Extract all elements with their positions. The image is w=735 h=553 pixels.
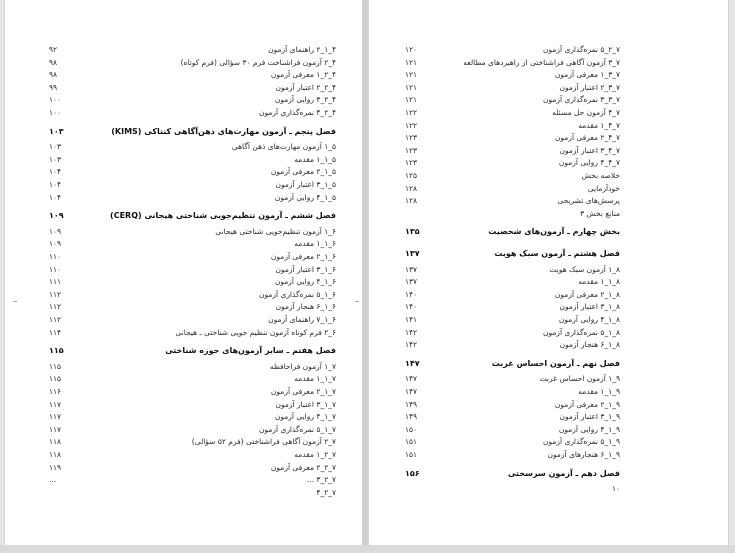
toc-entry-title: ۷_۱_۱ مقدمه: [294, 374, 336, 384]
toc-entry-page: ۱۲۲: [405, 120, 418, 130]
toc-entry-page: ۱۲۰: [405, 45, 418, 54]
toc-entry: [5, 166, 364, 178]
toc-entry: [5, 276, 364, 288]
toc-entry: [5, 327, 364, 339]
toc-entry-page: ۱۲۱: [405, 95, 418, 105]
toc-entry: [369, 483, 730, 495]
toc-entry: [369, 107, 730, 119]
toc-entry: [5, 57, 364, 69]
toc-entry-title: ۷_۴_۲ معرفی آزمون: [554, 133, 620, 143]
toc-entry-title: ۶_۱_۱ مقدمه: [294, 239, 336, 249]
toc-entry: [369, 120, 730, 132]
toc-entry-title: ۶_۲ فرم کوتاه آزمون تنظیم جویی شناختی ـ هیجانی: [175, 327, 336, 337]
toc-entry-title: ۷_۳_۳ نمره‌گذاری آزمون: [542, 95, 620, 105]
toc-entry-page: ۱۰۴: [49, 192, 62, 202]
toc-entry-title: ۹_۱ آزمون احساس غربت: [539, 374, 620, 384]
toc-entry: [369, 373, 730, 385]
toc-entry-title: فصل نهم ـ آزمون احساس غربت: [491, 358, 620, 368]
toc-entry-page: ۹۹: [49, 82, 58, 92]
toc-entry-page: ۱۲۲: [405, 108, 418, 117]
toc-entry-title: ۶_۱_۲ معرفی آزمون: [270, 252, 336, 261]
toc-entry: [5, 107, 364, 119]
toc-entry-title: ۹_۱_۱ مقدمه: [578, 387, 620, 396]
toc-entry: [369, 94, 730, 106]
toc-entry-page: ۱۲۵: [405, 171, 418, 180]
toc-entry-page: ۱۲۱: [405, 70, 418, 80]
toc-entry-title: ۶_۱_۴ روایی آزمون: [274, 277, 336, 287]
toc-entry: [369, 82, 730, 94]
toc-entry-page: ۱۴۷: [405, 374, 418, 384]
toc-entry-title: ۴_۲_۳ روایی آزمون: [274, 95, 336, 105]
toc-entry-title: ۸_۱_۲ معرفی آزمون: [554, 289, 620, 299]
toc-entry: [5, 314, 364, 326]
bottom-strip: [0, 545, 735, 553]
toc-entry-page: ۱۰۳: [49, 154, 62, 164]
toc-entry-page: ۱۱۸: [49, 437, 62, 447]
toc-entry-page: ۱۱۹: [49, 462, 62, 472]
toc-entry-title: ۷_۳ آزمون آگاهی فراشناختی از راهبردهای مطالعه: [463, 57, 620, 67]
toc-entry-page: ۱۱۲: [49, 289, 62, 299]
toc-entry: [5, 179, 364, 191]
toc-entry-page: ۱۱۵: [49, 346, 64, 356]
toc-entry-page: ۱۲۳: [405, 158, 418, 168]
toc-entry-page: ۱۲۱: [405, 82, 418, 92]
toc-entry-page: ۱۴۹: [405, 399, 418, 409]
toc-entry-title: ۷_۳_۱ معرفی آزمون: [554, 70, 620, 80]
scan-mark: [355, 301, 359, 302]
toc-entry: [5, 301, 364, 313]
toc-entry-title: منابع بخش ۳: [580, 208, 620, 218]
toc-entry-page: ۱۵۶: [405, 468, 420, 478]
toc-entry-title: ۴_۱_۲ راهنمای آزمون: [268, 45, 336, 54]
toc-entry-title: فصل پنجم ـ آزمون مهارت‌های ذهن‌آگاهی کنتاکی (KIMS): [111, 126, 336, 136]
toc-entry-title: ۶_۱_۵ نمره‌گذاری آزمون: [258, 289, 336, 299]
toc-entry-page: ۱۱۵: [49, 374, 62, 384]
toc-entry-title: ۹_۱_۲ معرفی آزمون: [554, 399, 620, 409]
toc-entry-page: ۱۲۳: [405, 145, 418, 155]
toc-entry-page: ۱۰۴: [49, 167, 62, 177]
toc-heading: [369, 248, 730, 260]
toc-entry: [5, 264, 364, 276]
toc-entry-title: ۷_۱_۵ نمره‌گذاری آزمون: [258, 424, 336, 434]
toc-entry: [369, 301, 730, 313]
toc-entry-title: بخش چهارم ـ آزمون‌های شخصیت: [488, 227, 620, 237]
toc-entry-title: ۶_۱ آزمون تنظیم‌جویی شناختی هیجانی: [215, 226, 336, 236]
toc-entry-page: ۱۰۹: [49, 226, 62, 236]
toc-entry: [5, 94, 364, 106]
toc-entry-title: ۷_۴_۳ اعتبار آزمون: [559, 145, 620, 155]
toc-entry-title: ۷_۲ آزمون آگاهی فراشناختی (فرم ۵۲ سؤالی): [191, 437, 336, 447]
toc-heading: [5, 126, 364, 138]
toc-entry-title: ۶_۱_۷ راهنمای آزمون: [268, 315, 336, 324]
toc-entry-title: ۵_۱_۳ اعتبار آزمون: [275, 180, 336, 189]
toc-entry-title: ۷_۲_۲ معرفی آزمون: [270, 462, 336, 472]
toc-entry-title: ۴_۲_۲ اعتبار آزمون: [275, 82, 336, 92]
toc-entry-page: ۱۳۷: [405, 264, 418, 274]
toc-entry-title: ۵_۱_۲ معرفی آزمون: [270, 167, 336, 177]
toc-entry-page: ۱۵۱: [405, 437, 418, 447]
toc-entry-page: ۱۵۱: [405, 450, 418, 459]
toc-entry-page: ۱۲۱: [405, 57, 418, 67]
toc-entry-title: ۸_۱_۴ روایی آزمون: [558, 315, 620, 324]
right-page: [368, 0, 729, 545]
toc-entry-page: ۱۴۲: [405, 327, 418, 337]
toc-entry-title: ۷_۱_۳ اعتبار آزمون: [275, 399, 336, 409]
toc-entry-title: ۷_۲_۵ نمره‌گذاری آزمون: [542, 45, 620, 54]
toc-heading: [5, 210, 364, 222]
toc-entry: [369, 264, 730, 276]
toc-entry: [5, 192, 364, 204]
toc-entry-page: ۱۲۸: [405, 196, 418, 206]
toc-entry: [5, 44, 364, 56]
toc-entry-page: ۱۵۰: [405, 424, 418, 434]
toc-entry: [5, 361, 364, 373]
toc-entry-page: ۱۴۲: [405, 340, 418, 350]
toc-entry-page: ۱۱۰: [49, 252, 62, 261]
toc-entry: [5, 386, 364, 398]
toc-entry-title: ۹_۱_۴ روایی آزمون: [558, 424, 620, 434]
toc-entry: [369, 386, 730, 398]
toc-entry: [5, 154, 364, 166]
toc-entry-title: فصل هفتم ـ سایر آزمون‌های حوزه شناختی: [165, 346, 336, 356]
toc-entry-page: ۱۱۰: [49, 264, 62, 274]
toc-entry-title: ۶_۱_۶ هنجار آزمون: [275, 302, 336, 312]
toc-entry-title: ۶_۱_۳ اعتبار آزمون: [275, 264, 336, 274]
toc-entry-title: ۹_۱_۵ نمره‌گذاری آزمون: [542, 437, 620, 447]
toc-entry: [369, 170, 730, 182]
toc-entry: [5, 289, 364, 301]
toc-entry: [5, 487, 364, 499]
toc-entry-page: ۱۲۳: [405, 133, 418, 143]
toc-entry-title: ۹_۱_۶ هنجارهای آزمون: [547, 450, 620, 459]
toc-entry-title: ۷_۳_۲ اعتبار آزمون: [559, 82, 620, 92]
toc-entry-page: ۱۱۶: [49, 387, 62, 396]
toc-entry-title: ۷_۲_۳ ...: [306, 475, 336, 485]
toc-entry-title: فصل دهم ـ آزمون سرسختی: [507, 468, 620, 478]
toc-entry-title: ۴_۲_۱ معرفی آزمون: [270, 70, 336, 80]
toc-heading: [5, 345, 364, 357]
toc-entry: [5, 462, 364, 474]
toc-entry-page: ۱۱۷: [49, 412, 62, 422]
toc-entry: [369, 399, 730, 411]
toc-entry-page: ۱۰۹: [49, 211, 64, 221]
toc-entry: [369, 449, 730, 461]
toc-entry-title: فصل هشتم ـ آزمون سبک هویت: [494, 249, 620, 258]
toc-entry-page: ۱۰۳: [49, 126, 64, 136]
toc-entry: [369, 327, 730, 339]
toc-entry-page: ۱۰۴: [49, 180, 62, 189]
toc-entry: [5, 411, 364, 423]
toc-entry: [369, 411, 730, 423]
toc-entry-title: ۷_۲_۴: [316, 487, 336, 497]
toc-entry-title: پرسش‌های تشریحی: [557, 196, 620, 206]
toc-entry-title: ۷_۴_۱ مقدمه: [578, 120, 620, 130]
toc-entry: [5, 474, 364, 486]
toc-entry-title: ۴_۲ آزمون فراشناخت فرم ۳۰ سؤالی (فرم کوتاه): [180, 57, 336, 67]
toc-entry-title: ۵_۱ آزمون مهارت‌های ذهن آگاهی: [231, 142, 336, 152]
toc-entry-page: ۹۸: [49, 57, 58, 67]
toc-entry: [5, 251, 364, 263]
toc-entry: [5, 399, 364, 411]
toc-entry: [5, 449, 364, 461]
toc-entry-page: ۱۰۰: [49, 108, 62, 117]
toc-entry-title: ۷_۴_۴ روایی آزمون: [558, 158, 620, 168]
toc-entry-page: ۱۱۲: [49, 302, 62, 312]
toc-entry-page: ۱۲۸: [405, 183, 418, 193]
scan-mark: [13, 301, 17, 302]
toc-entry: [369, 44, 730, 56]
toc-entry-page: ۱۰۳: [49, 142, 62, 152]
toc-entry-page: ۱۰۰: [49, 95, 62, 105]
toc-entry: [369, 132, 730, 144]
toc-entry-title: فصل ششم ـ آزمون تنظیم‌جویی شناختی هیجانی (CERQ): [110, 211, 336, 221]
toc-entry: [5, 373, 364, 385]
toc-entry: [369, 339, 730, 351]
toc-entry-title: ۷_۱ آزمون فراحافظه: [269, 361, 336, 371]
toc-entry: [369, 69, 730, 81]
toc-entry-page: ۱۱۴: [49, 327, 62, 337]
toc-entry-page: ۱۱۸: [49, 450, 62, 459]
toc-entry: [369, 276, 730, 288]
toc-entry: [5, 238, 364, 250]
toc-entry-page: ۱۳۷: [405, 249, 420, 258]
toc-entry-title: ۸_۱_۶ هنجار آزمون: [559, 340, 620, 350]
toc-entry-page: ۱۴۹: [405, 412, 418, 422]
toc-entry: [5, 82, 364, 94]
toc-entry-page: ۱۱۷: [49, 424, 62, 434]
toc-entry-title: ۸_۱_۳ اعتبار آزمون: [559, 302, 620, 312]
toc-entry: [369, 289, 730, 301]
toc-entry: [369, 195, 730, 207]
toc-entry-page: ۹۸: [49, 70, 58, 80]
toc-entry: [5, 424, 364, 436]
toc-entry-page: ۱۳۷: [405, 277, 418, 287]
toc-entry-page: ۱۴۷: [405, 387, 418, 396]
toc-entry-title: ۷_۲_۱ مقدمه: [294, 450, 336, 459]
toc-entry-title: خلاصه بخش: [581, 171, 620, 180]
toc-entry: [369, 314, 730, 326]
toc-entry: [369, 57, 730, 69]
toc-entry-page: ...: [49, 475, 57, 485]
toc-entry: [369, 183, 730, 195]
toc-entry: [5, 436, 364, 448]
toc-entry-page: ۱۱۱: [49, 277, 62, 287]
toc-entry-title: ۷_۴ آزمون حل مسئله: [552, 108, 620, 117]
toc-entry: [369, 157, 730, 169]
toc-entry: [369, 424, 730, 436]
toc-heading: [369, 226, 730, 238]
toc-entry-page: ۱۴۱: [405, 315, 418, 324]
toc-entry-title: ۸_۱_۵ نمره‌گذاری آزمون: [542, 327, 620, 337]
toc-entry: [5, 226, 364, 238]
toc-entry: [369, 436, 730, 448]
toc-entry-title: ۸_۱_۱ مقدمه: [578, 277, 620, 287]
toc-entry-page: ۱۱۷: [49, 399, 62, 409]
toc-entry-page: ۱۳۵: [405, 227, 420, 237]
left-page: [4, 0, 363, 545]
toc-entry-title: ۵_۱_۴ روایی آزمون: [274, 192, 336, 202]
toc-entry-page: ۹۲: [49, 45, 58, 54]
toc-heading: [369, 358, 730, 370]
toc-entry: [369, 145, 730, 157]
toc-heading: [369, 468, 730, 480]
toc-entry-page: ۱۰۹: [49, 239, 62, 249]
toc-entry-title: ۹_۱_۳ اعتبار آزمون: [559, 412, 620, 422]
toc-entry: [5, 141, 364, 153]
toc-entry-title: ۷_۱_۴ روایی آزمون: [274, 412, 336, 422]
toc-entry-page: ۱۱۵: [49, 361, 62, 371]
toc-entry-title: ۷_۱_۲ معرفی آزمون: [270, 387, 336, 396]
toc-entry: [369, 208, 730, 220]
toc-entry-title: ۴_۲_۴ نمره‌گذاری آزمون: [258, 108, 336, 117]
toc-entry-title: ۱۰: [611, 484, 620, 494]
toc-entry-page: ۱۱۲: [49, 315, 62, 324]
toc-entry-page: ۱۴۰: [405, 289, 418, 299]
toc-entry-page: ۱۴۰: [405, 302, 418, 312]
toc-entry-title: ۸_۱ آزمون سبک هویت: [549, 264, 620, 274]
toc-entry-title: ۵_۱_۱ مقدمه: [294, 154, 336, 164]
toc-entry-page: ۱۴۷: [405, 358, 420, 368]
toc-entry: [5, 69, 364, 81]
toc-entry-title: خودآزمایی: [587, 183, 620, 193]
